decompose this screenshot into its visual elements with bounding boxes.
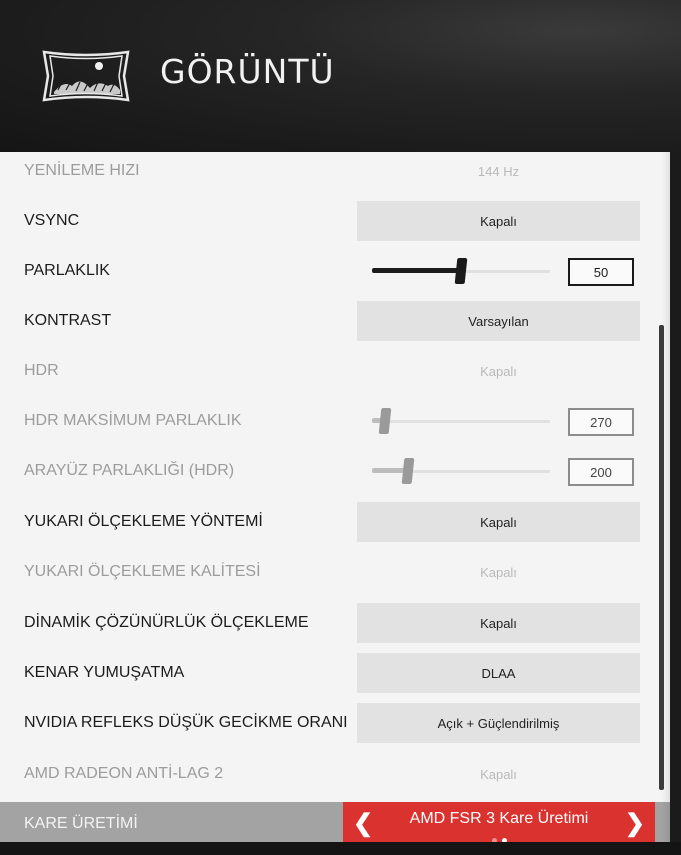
slider-handle[interactable] bbox=[379, 408, 392, 434]
setting-label: ARAYÜZ PARLAKLIĞI (HDR) bbox=[24, 462, 235, 479]
setting-row-frame-generation[interactable] bbox=[0, 802, 670, 842]
setting-row-upscaling-method[interactable] bbox=[0, 497, 670, 547]
ui-brightness-hdr-value-box[interactable]: 200 bbox=[568, 458, 634, 486]
nvidia-reflex-dropdown[interactable]: Açık + Güçlendirilmiş bbox=[357, 703, 640, 743]
setting-row-anti-aliasing[interactable] bbox=[0, 648, 670, 698]
setting-label: DİNAMİK ÇÖZÜNÜRLÜK ÖLÇEKLEME bbox=[24, 614, 309, 631]
setting-label: YUKARI ÖLÇEKLEME KALİTESİ bbox=[24, 563, 261, 580]
landscape-frame-icon bbox=[38, 46, 134, 106]
ui-brightness-hdr-slider[interactable] bbox=[372, 446, 550, 496]
setting-label: HDR MAKSİMUM PARLAKLIK bbox=[24, 412, 242, 429]
setting-row-refresh-rate[interactable] bbox=[0, 152, 670, 196]
slider-handle[interactable] bbox=[402, 458, 415, 484]
settings-panel bbox=[0, 152, 670, 842]
setting-label: KENAR YUMUŞATMA bbox=[24, 664, 185, 681]
setting-label: KARE ÜRETİMİ bbox=[24, 815, 138, 832]
chevron-left-icon[interactable]: ❮ bbox=[353, 810, 374, 837]
brightness-value-box[interactable]: 50 bbox=[568, 258, 634, 286]
header bbox=[0, 0, 681, 152]
dynamic-resolution-dropdown[interactable]: Kapalı bbox=[357, 603, 640, 643]
brightness-slider[interactable] bbox=[372, 246, 550, 296]
slider-handle[interactable] bbox=[455, 258, 468, 284]
setting-label: HDR bbox=[24, 362, 59, 379]
hdr-max-brightness-value-box[interactable]: 270 bbox=[568, 408, 634, 436]
anti-aliasing-dropdown[interactable]: DLAA bbox=[357, 653, 640, 693]
setting-label: YENİLEME HIZI bbox=[24, 162, 140, 179]
setting-row-brightness[interactable] bbox=[0, 246, 670, 296]
setting-row-hdr[interactable] bbox=[0, 346, 670, 396]
setting-row-ui-brightness-hdr[interactable] bbox=[0, 446, 670, 496]
setting-label: NVIDIA REFLEKS DÜŞÜK GECİKME ORANI bbox=[24, 714, 348, 731]
hdr-max-brightness-slider[interactable] bbox=[372, 396, 550, 446]
amd-antilag-dropdown[interactable]: Kapalı bbox=[480, 766, 517, 782]
upscaling-quality-dropdown[interactable]: Kapalı bbox=[480, 564, 517, 580]
hdr-dropdown[interactable]: Kapalı bbox=[480, 363, 517, 379]
setting-row-amd-antilag[interactable] bbox=[0, 749, 670, 799]
page-title: GÖRÜNTÜ bbox=[160, 52, 335, 91]
setting-label: YUKARI ÖLÇEKLEME YÖNTEMİ bbox=[24, 513, 263, 530]
upscaling-method-dropdown[interactable]: Kapalı bbox=[357, 502, 640, 542]
bottom-border bbox=[0, 842, 681, 855]
setting-label: PARLAKLIK bbox=[24, 262, 110, 279]
setting-row-nvidia-reflex[interactable] bbox=[0, 698, 670, 748]
setting-row-dynamic-resolution[interactable] bbox=[0, 598, 670, 648]
slider-fill bbox=[372, 268, 461, 273]
frame-generation-selector[interactable] bbox=[343, 802, 655, 842]
slider-track bbox=[372, 420, 550, 423]
setting-label: AMD RADEON ANTİ-LAG 2 bbox=[24, 765, 224, 782]
setting-label: KONTRAST bbox=[24, 312, 112, 329]
setting-row-hdr-max-brightness[interactable] bbox=[0, 396, 670, 446]
refresh-rate-value: 144 Hz bbox=[477, 163, 520, 179]
scrollbar[interactable] bbox=[659, 325, 664, 790]
setting-label: VSYNC bbox=[24, 212, 80, 229]
setting-row-upscaling-quality[interactable] bbox=[0, 547, 670, 597]
setting-row-vsync[interactable] bbox=[0, 196, 670, 246]
setting-row-contrast[interactable] bbox=[0, 296, 670, 346]
frame-generation-value: AMD FSR 3 Kare Üretimi bbox=[409, 810, 589, 827]
contrast-dropdown[interactable]: Varsayılan bbox=[357, 301, 640, 341]
chevron-right-icon[interactable]: ❯ bbox=[624, 810, 645, 837]
vsync-dropdown[interactable]: Kapalı bbox=[357, 201, 640, 241]
